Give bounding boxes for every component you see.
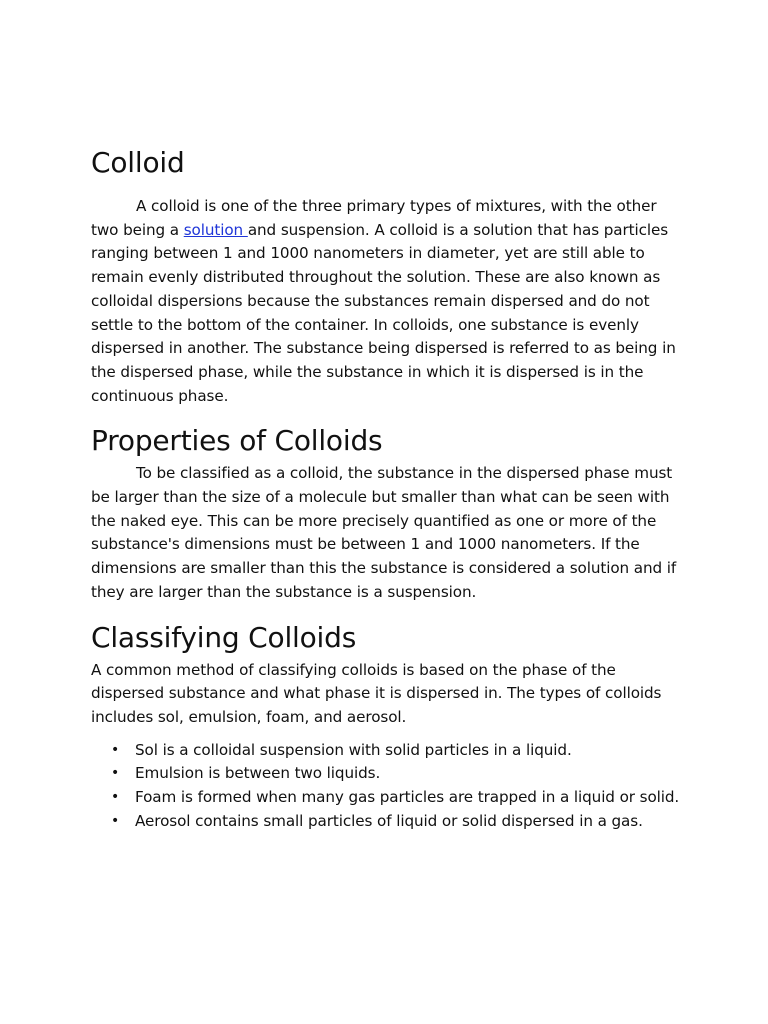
- bullet-icon: •: [111, 765, 120, 782]
- solution-link[interactable]: solution: [183, 220, 248, 239]
- list-item-text: Sol is a colloidal suspension with solid particles in a liquid.: [135, 740, 572, 759]
- bullet-icon: •: [111, 789, 120, 806]
- heading-classifying-colloids: Classifying Colloids: [91, 620, 357, 654]
- list-item-text: Foam is formed when many gas particles are trapped in a liquid or solid.: [135, 788, 680, 807]
- list-item: [111, 739, 681, 763]
- list-item: [111, 786, 681, 810]
- list-item: [111, 810, 681, 834]
- bullet-icon: •: [111, 812, 120, 829]
- colloid-paragraph-text-1: A colloid is one of the three primary types of mixtures, with the other two being a: [91, 197, 657, 239]
- colloid-types-list: [91, 739, 681, 834]
- properties-paragraph: To be classified as a colloid, the substance in the dispersed phase must be larger than the size of a molecule but smaller than what can be seen with the naked eye. This can be more precisely quantified as one or more of the substance's dimensions must be between 1 and 1000 nanometers. If the dimensions are smaller than this the substance is considered a solution and if they are larger than the substance is a suspension.: [91, 464, 677, 601]
- list-item-text: Emulsion is between two liquids.: [135, 764, 381, 783]
- classifying-paragraph: A common method of classifying colloids is based on the phase of the dispersed substance and what phase it is dispersed in. The types of colloids includes sol, emulsion, foam, and aerosol.: [91, 660, 662, 726]
- list-item: [111, 762, 681, 786]
- list-item-text: Aerosol contains small particles of liquid or solid dispersed in a gas.: [135, 811, 643, 830]
- colloid-paragraph-text-2: and suspension. A colloid is a solution that has particles ranging between 1 and 1000 nanometers in diameter, yet are still able to remain evenly distributed throughout the solution. These are also known as colloidal dispersions because the substances remain dispersed and do not settle to the bottom of the container. In colloids, one substance is evenly dispersed in another. The substance being dispersed is referred to as being in the dispersed phase, while the substance in which it is dispersed is in the continuous phase.: [91, 220, 676, 405]
- heading-properties-of-colloids: Properties of Colloids: [91, 424, 383, 458]
- bullet-icon: •: [111, 741, 120, 758]
- document-page: [91, 140, 681, 833]
- colloid-paragraph: [91, 195, 681, 408]
- heading-colloid: Colloid: [91, 146, 185, 179]
